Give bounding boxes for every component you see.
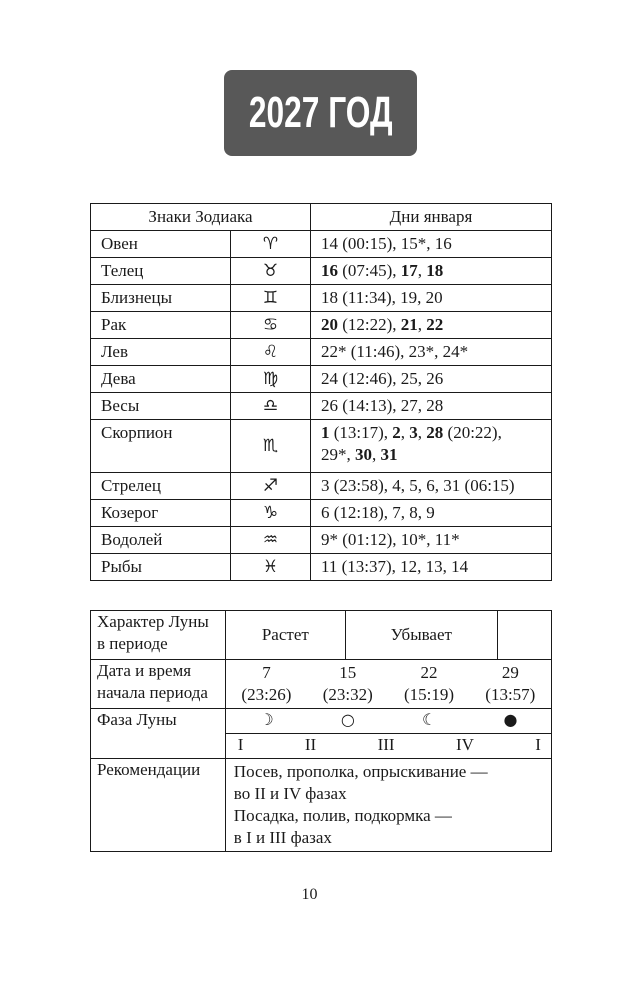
moon-character-label-line1: Характер Луны xyxy=(97,612,209,631)
header-days: Дни января xyxy=(311,204,552,231)
zodiac-days xyxy=(311,366,552,393)
period-day: 22 xyxy=(420,663,438,682)
favorable-day: 28 xyxy=(426,423,444,442)
zodiac-sign-name: Весы xyxy=(91,393,231,420)
recommendations-label: Рекомендации xyxy=(91,759,226,852)
day-text: 18 (11:34), 19, 20 xyxy=(321,288,443,307)
zodiac-table xyxy=(90,203,552,581)
zodiac-row xyxy=(91,473,552,500)
new-moon-icon: ● xyxy=(503,710,518,729)
recommendation-line: в I и III фазах xyxy=(233,828,332,847)
datetime-row xyxy=(91,660,552,709)
favorable-day: 20 xyxy=(321,315,338,334)
zodiac-sign-name: Скорпион xyxy=(91,420,231,473)
period-day: 29 xyxy=(501,663,519,682)
zodiac-row xyxy=(91,420,552,473)
day-text: 22* (11:46), 23*, 24* xyxy=(321,342,469,361)
zodiac-symbol-icon: ♈ xyxy=(231,231,311,258)
zodiac-row xyxy=(91,500,552,527)
day-text: 14 (00:15), 15*, 16 xyxy=(321,234,452,253)
datetime-label-line1: Дата и время xyxy=(97,661,192,680)
period-start xyxy=(390,662,468,706)
zodiac-sign-name: Дева xyxy=(91,366,231,393)
day-text: , xyxy=(400,423,410,442)
period-day: 7 xyxy=(262,663,271,682)
zodiac-sign-name: Водолей xyxy=(91,527,231,554)
zodiac-days xyxy=(311,527,552,554)
day-text: 24 (12:46), 25, 26 xyxy=(321,369,444,388)
waning-cell: Убывает xyxy=(345,611,497,660)
year-title-badge xyxy=(224,70,417,156)
period-start xyxy=(227,662,305,706)
zodiac-symbol-icon: ♐ xyxy=(231,473,311,500)
page-title: 2027 ГОД xyxy=(248,88,393,137)
zodiac-row xyxy=(91,285,552,312)
growing-cell: Растет xyxy=(225,611,345,660)
zodiac-row xyxy=(91,554,552,581)
waxing-crescent-icon: ☽ xyxy=(259,710,274,729)
favorable-day: 16 xyxy=(321,261,338,280)
period-time: (23:26) xyxy=(241,685,292,704)
recommendation-line: Посев, прополка, опрыскивание — xyxy=(233,762,488,781)
zodiac-row xyxy=(91,366,552,393)
period-day: 15 xyxy=(339,663,357,682)
day-text: 6 (12:18), 7, 8, 9 xyxy=(321,503,435,522)
zodiac-days xyxy=(311,258,552,285)
zodiac-symbol-icon: ♌ xyxy=(231,339,311,366)
recommendation-line: во II и IV фазах xyxy=(233,784,347,803)
datetime-label xyxy=(91,660,226,709)
zodiac-sign-name: Овен xyxy=(91,231,231,258)
moon-character-label xyxy=(91,611,226,660)
moon-character-row xyxy=(91,611,552,660)
zodiac-table-header xyxy=(91,204,552,231)
favorable-day: 1 xyxy=(321,423,330,442)
phase-number: I xyxy=(535,735,541,754)
period-start xyxy=(471,662,549,706)
zodiac-row xyxy=(91,231,552,258)
zodiac-symbol-icon: ♊ xyxy=(231,285,311,312)
day-text: 9* (01:12), 10*, 11* xyxy=(321,530,460,549)
day-text: (20:22), xyxy=(443,423,502,442)
zodiac-days xyxy=(311,339,552,366)
datetime-label-line2: начала периода xyxy=(97,683,208,702)
zodiac-sign-name: Лев xyxy=(91,339,231,366)
header-signs: Знаки Зодиака xyxy=(91,204,311,231)
phase-number: II xyxy=(304,735,317,754)
zodiac-sign-name: Телец xyxy=(91,258,231,285)
zodiac-days xyxy=(311,231,552,258)
phase-numbers-cell xyxy=(225,734,551,759)
zodiac-row xyxy=(91,527,552,554)
zodiac-row xyxy=(91,312,552,339)
recommendations-row xyxy=(91,759,552,852)
favorable-day: 31 xyxy=(380,445,398,464)
favorable-day: 22 xyxy=(426,315,444,334)
day-text: (13:17), xyxy=(329,423,393,442)
zodiac-symbol-icon: ♉ xyxy=(231,258,311,285)
zodiac-days xyxy=(311,500,552,527)
zodiac-symbol-icon: ♏ xyxy=(231,420,311,473)
phase-row xyxy=(91,709,552,734)
zodiac-sign-name: Рак xyxy=(91,312,231,339)
phase-number: III xyxy=(377,735,395,754)
zodiac-sign-name: Козерог xyxy=(91,500,231,527)
day-text: , xyxy=(372,445,381,464)
day-text: (07:45), xyxy=(338,261,401,280)
waning-crescent-icon: ☾ xyxy=(421,710,437,729)
zodiac-days xyxy=(311,393,552,420)
zodiac-row xyxy=(91,339,552,366)
full-moon-icon: ○ xyxy=(340,710,355,729)
zodiac-days xyxy=(311,554,552,581)
favorable-day: 30 xyxy=(355,445,372,464)
day-text: 26 (14:13), 27, 28 xyxy=(321,396,444,415)
zodiac-days xyxy=(311,312,552,339)
period-start xyxy=(309,662,387,706)
period-time: (15:19) xyxy=(404,685,455,704)
zodiac-sign-name: Близнецы xyxy=(91,285,231,312)
day-text: 3 (23:58), 4, 5, 6, 31 (06:15) xyxy=(321,476,515,495)
recommendation-line: Посадка, полив, подкормка — xyxy=(233,806,452,825)
day-text: , xyxy=(417,261,427,280)
period-time: (13:57) xyxy=(485,685,536,704)
phase-number: IV xyxy=(455,735,474,754)
zodiac-sign-name: Стрелец xyxy=(91,473,231,500)
period-time: (23:32) xyxy=(322,685,373,704)
zodiac-symbol-icon: ♎ xyxy=(231,393,311,420)
zodiac-symbol-icon: ♋ xyxy=(231,312,311,339)
zodiac-symbol-icon: ♍ xyxy=(231,366,311,393)
zodiac-days xyxy=(311,420,552,473)
datetime-values xyxy=(225,660,551,709)
phase-label: Фаза Луны xyxy=(91,709,226,759)
day-text: 29*, xyxy=(321,445,355,464)
recommendations-text xyxy=(225,759,551,852)
zodiac-days xyxy=(311,285,552,312)
day-text: 11 (13:37), 12, 13, 14 xyxy=(321,557,469,576)
zodiac-symbol-icon: ♒ xyxy=(231,527,311,554)
favorable-day: 21 xyxy=(400,315,418,334)
zodiac-days xyxy=(311,473,552,500)
favorable-day: 18 xyxy=(426,261,444,280)
favorable-day: 2 xyxy=(392,423,401,442)
phase-icons-cell xyxy=(225,709,551,734)
phase-number: I xyxy=(237,735,244,754)
zodiac-row xyxy=(91,393,552,420)
page-number: 10 xyxy=(301,886,318,903)
zodiac-row xyxy=(91,258,552,285)
favorable-day: 3 xyxy=(409,423,418,442)
moon-character-label-line2: в периоде xyxy=(97,634,168,653)
zodiac-symbol-icon: ♑ xyxy=(231,500,311,527)
empty-cell xyxy=(497,611,551,660)
zodiac-sign-name: Рыбы xyxy=(91,554,231,581)
day-text: , xyxy=(417,315,427,334)
zodiac-symbol-icon: ♓ xyxy=(231,554,311,581)
day-text: , xyxy=(417,423,427,442)
day-text: (12:22), xyxy=(338,315,401,334)
favorable-day: 17 xyxy=(400,261,418,280)
moon-table xyxy=(90,610,552,852)
